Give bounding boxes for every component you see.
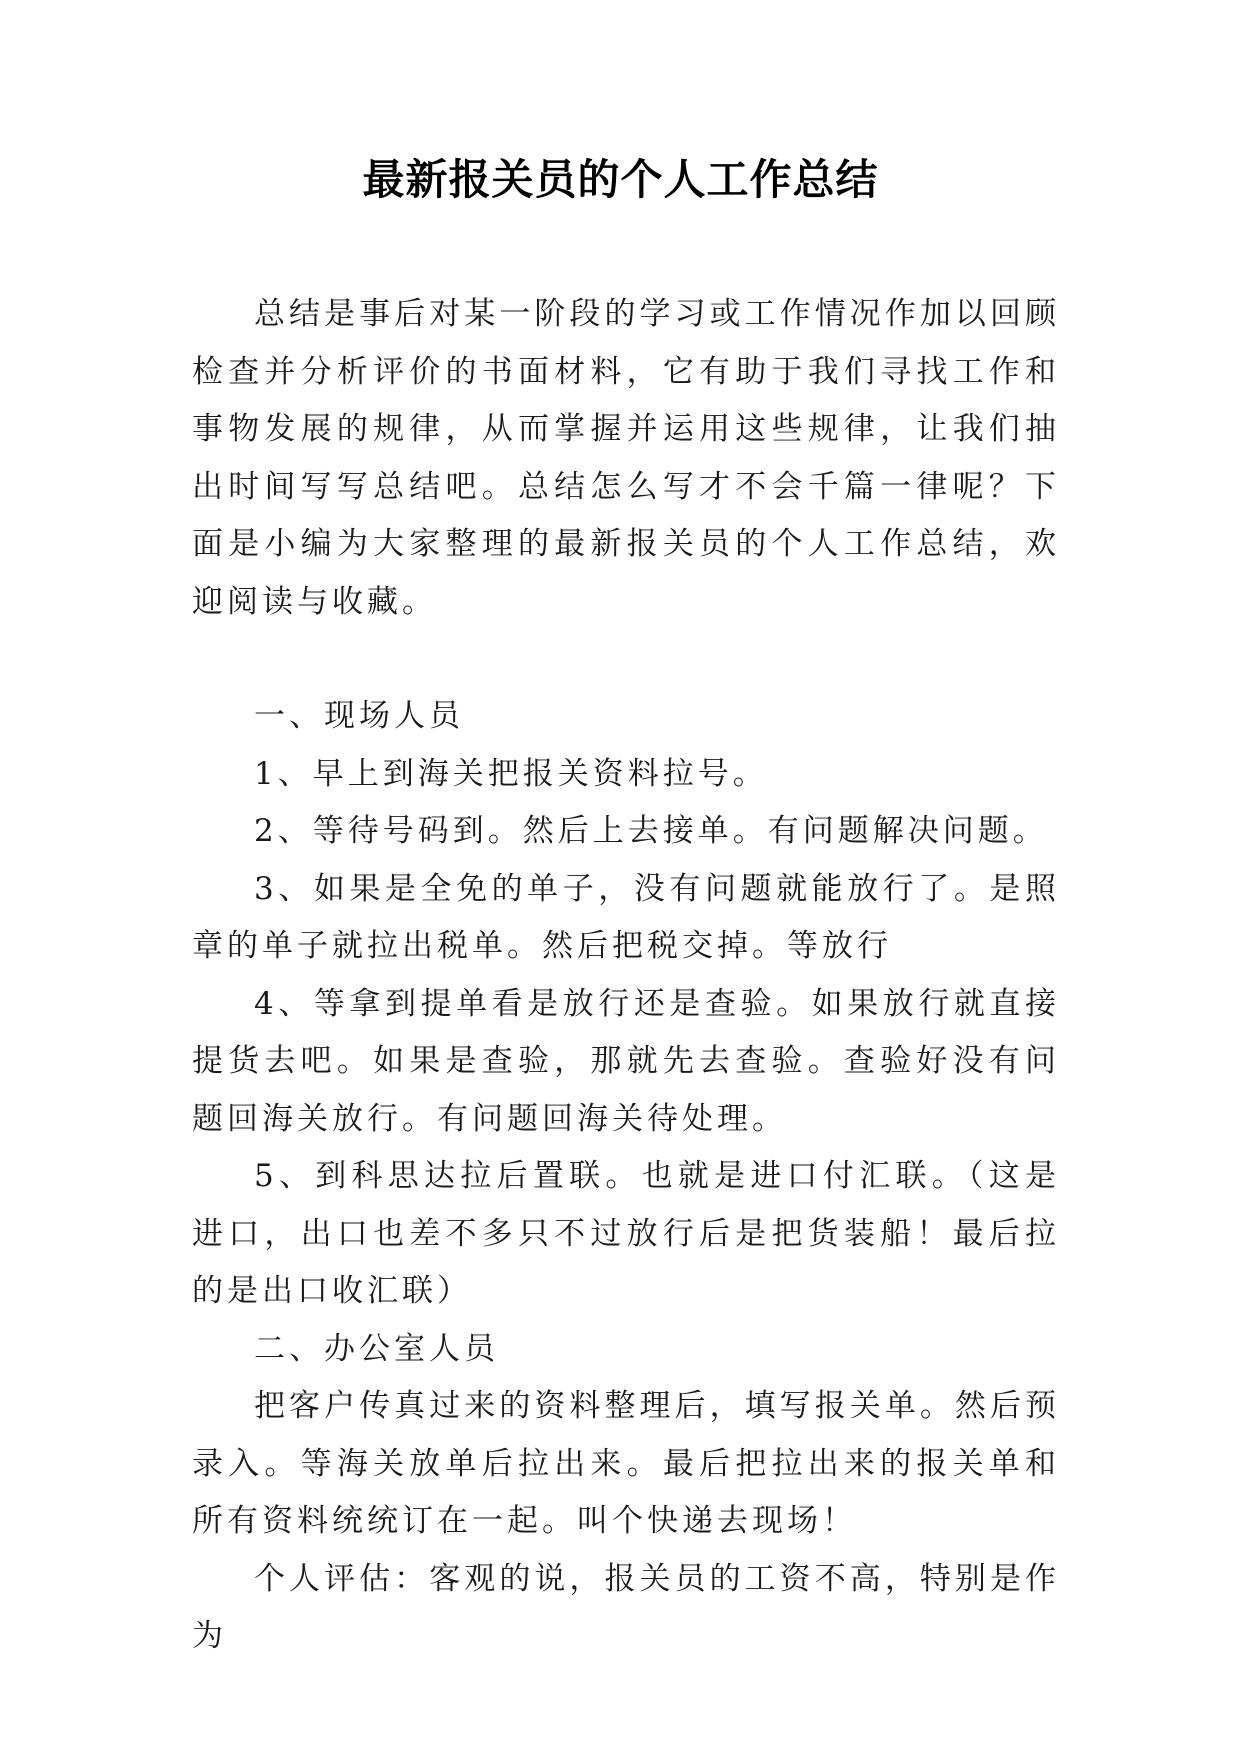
document-body [192, 286, 1060, 1666]
list-item: 2、等待号码到。然后上去接单。有问题解决问题。 [254, 813, 1048, 849]
section-heading-office-staff: 二、办公室人员 [254, 1330, 499, 1367]
body-paragraph: 个人评估：客观的说，报关员的工资不高，特别是作为 [192, 1560, 1060, 1654]
list-item: 1、早上到海关把报关资料拉号。 [254, 755, 768, 792]
list-item: 4、等拿到提单看是放行还是查验。如果放行就直接提货去吧。如果是查验，那就先去查验。查验好没有问题回海关放行。有问题回海关待处理。 [192, 985, 1060, 1137]
list-item: 5、到科思达拉后置联。也就是进口付汇联。（这是进口，出口也差不多只不过放行后是把货装船！最后拉的是出口收汇联） [192, 1158, 1060, 1309]
document-title: 最新报关员的个人工作总结 [362, 155, 879, 204]
list-item: 3、如果是全免的单子，没有问题就能放行了。是照章的单子就拉出税单。然后把税交掉。等放行 [192, 870, 1060, 964]
section-heading-onsite-staff: 一、现场人员 [254, 698, 464, 734]
body-paragraph: 把客户传真过来的资料整理后，填写报关单。然后预录入。等海关放单后拉出来。最后把拉出来的报关单和所有资料统统订在一起。叫个快递去现场！ [192, 1388, 1060, 1539]
intro-paragraph: 总结是事后对某一阶段的学习或工作情况作加以回顾检查并分析评价的书面材料，它有助于我们寻找工作和事物发展的规律，从而掌握并运用这些规律，让我们抽出时间写写总结吧。总结怎么写才不会千篇一律呢？下面是小编为大家整理的最新报关员的个人工作总结，欢迎阅读与收藏。 [192, 296, 1060, 620]
